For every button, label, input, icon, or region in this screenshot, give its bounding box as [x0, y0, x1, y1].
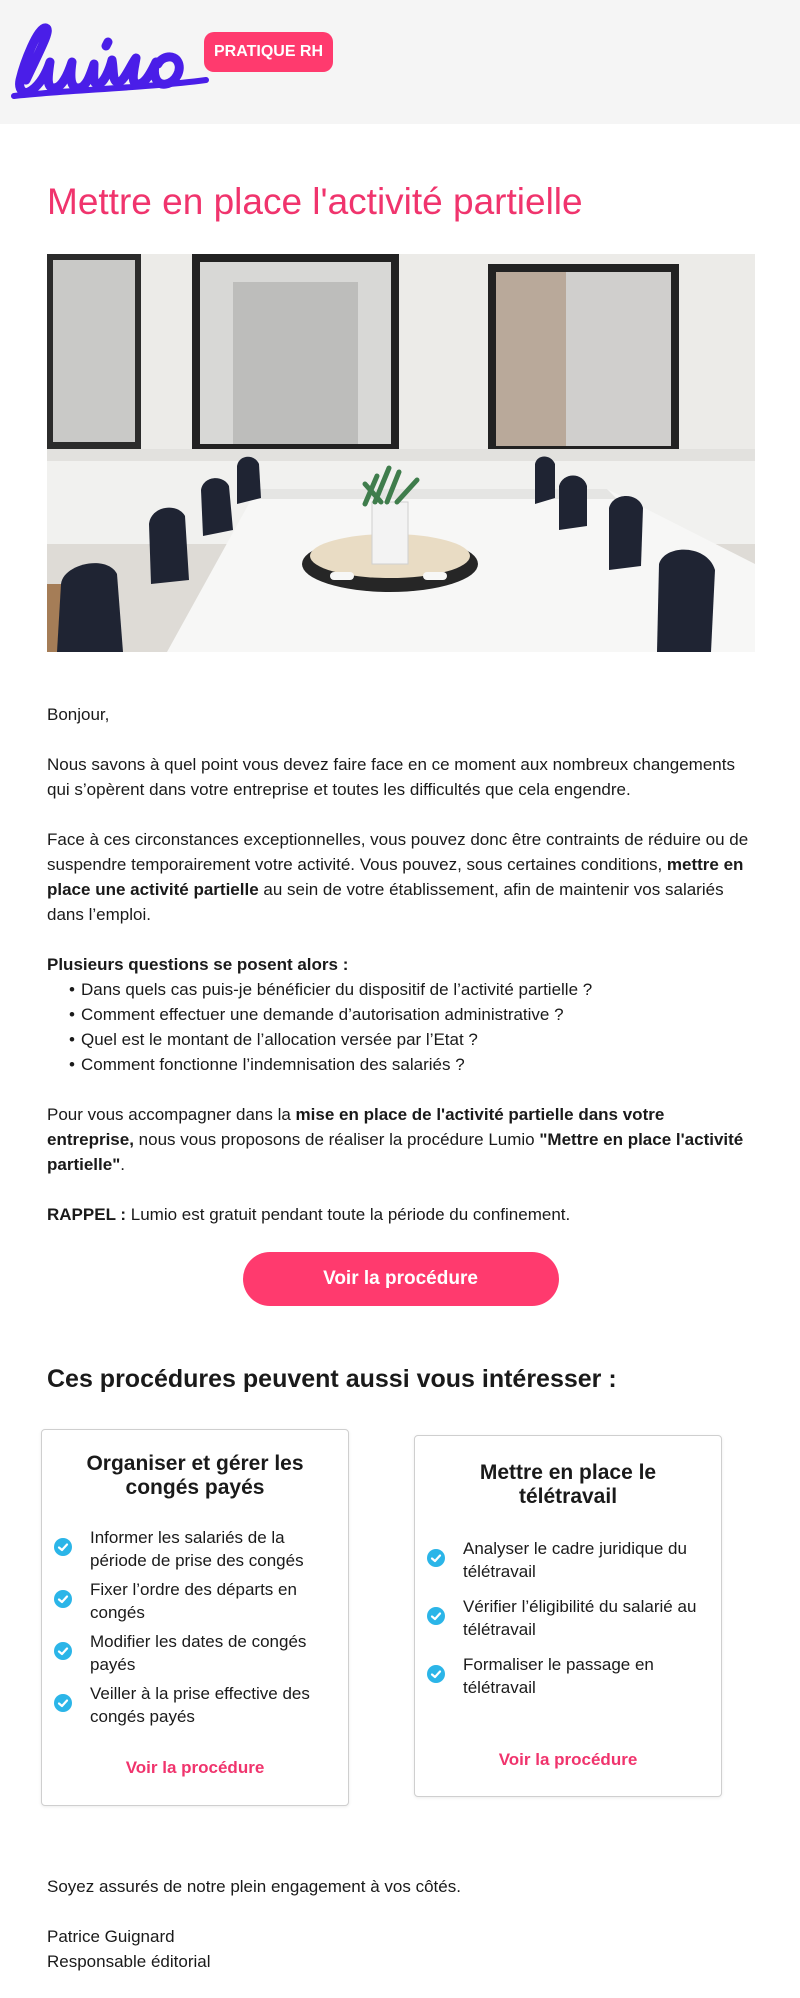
lumio-logo[interactable] — [6, 18, 211, 121]
lumio-logo-mark — [6, 18, 211, 108]
card-view-procedure-link[interactable]: Voir la procédure — [125, 1758, 265, 1777]
list-item: Fixer l’ordre des départs en congés — [54, 1578, 332, 1624]
check-circle-icon — [54, 1694, 72, 1712]
card-title: Mettre en place le télétravail — [479, 1461, 657, 1508]
closing-line: Soyez assurés de notre plein engagement à vos côtés. — [47, 1877, 461, 1896]
list-item: • Comment fonctionne l’indemnisation des salariés ? — [69, 1052, 754, 1077]
email-content — [0, 180, 800, 1974]
list-item: • Quel est le montant de l’allocation versée par l’Etat ? — [69, 1027, 754, 1052]
category-badge: PRATIQUE RH — [204, 32, 333, 72]
check-circle-icon — [54, 1538, 72, 1556]
email-header — [0, 0, 800, 124]
list-item: • Comment effectuer une demande d’autorisation administrative ? — [69, 1002, 754, 1027]
greeting: Bonjour, — [47, 705, 110, 724]
card-list — [42, 1526, 348, 1728]
check-circle-icon — [427, 1665, 445, 1683]
check-circle-icon — [54, 1642, 72, 1660]
reminder-paragraph: RAPPEL : Lumio est gratuit pendant toute la période du confinement. — [47, 1205, 571, 1224]
list-item: Informer les salariés de la période de prise des congés — [54, 1526, 332, 1572]
offer-paragraph: Pour vous accompagner dans la mise en place de l'activité partielle dans votre entreprise, nous vous proposons de réaliser la procédure Lumio "Mettre en place l'activité partielle". — [47, 1105, 744, 1174]
related-section-title: Ces procédures peuvent aussi vous intéresser : — [47, 1365, 617, 1393]
cta-wrapper — [47, 1252, 754, 1306]
questions-title: Plusieurs questions se posent alors : — [47, 955, 349, 974]
card-title: Organiser et gérer les congés payés — [86, 1452, 304, 1499]
list-item: • Dans quels cas puis-je bénéficier du dispositif de l’activité partielle ? — [69, 977, 754, 1002]
list-item: Formaliser le passage en télétravail — [427, 1653, 705, 1699]
hero-image-meeting-room — [47, 254, 755, 652]
check-circle-icon — [54, 1590, 72, 1608]
questions-list — [47, 977, 754, 1077]
related-card-conges — [41, 1429, 349, 1806]
context-paragraph: Face à ces circonstances exceptionnelles, vous pouvez donc être contraints de réduire ou de suspendre temporairement votre activité. Vous pouvez, sous certaines conditions, mettre en place une activité partielle au sein de votre établissement, afin de maintenir vos salariés dans l’emploi. — [47, 830, 749, 924]
article-title: Mettre en place l'activité partielle — [47, 181, 583, 222]
signature-name: Patrice Guignard — [47, 1927, 175, 1946]
check-circle-icon — [427, 1549, 445, 1567]
card-view-procedure-link[interactable]: Voir la procédure — [498, 1750, 638, 1769]
related-card-teletravail — [414, 1435, 722, 1797]
list-item: Vérifier l’éligibilité du salarié au télétravail — [427, 1595, 705, 1641]
email-footer — [47, 1874, 754, 1974]
check-circle-icon — [427, 1607, 445, 1625]
article-body — [47, 702, 754, 1227]
signature-role: Responsable éditorial — [47, 1952, 211, 1971]
view-procedure-button[interactable]: Voir la procédure — [243, 1252, 559, 1306]
card-list — [415, 1537, 721, 1699]
intro-paragraph: Nous savons à quel point vous devez faire face en ce moment aux nombreux changements qui s’opèrent dans votre entreprise et toutes les difficultés que cela engendre. — [47, 755, 735, 799]
list-item: Veiller à la prise effective des congés payés — [54, 1682, 332, 1728]
related-cards — [47, 1394, 754, 1804]
list-item: Analyser le cadre juridique du télétravail — [427, 1537, 705, 1583]
list-item: Modifier les dates de congés payés — [54, 1630, 332, 1676]
